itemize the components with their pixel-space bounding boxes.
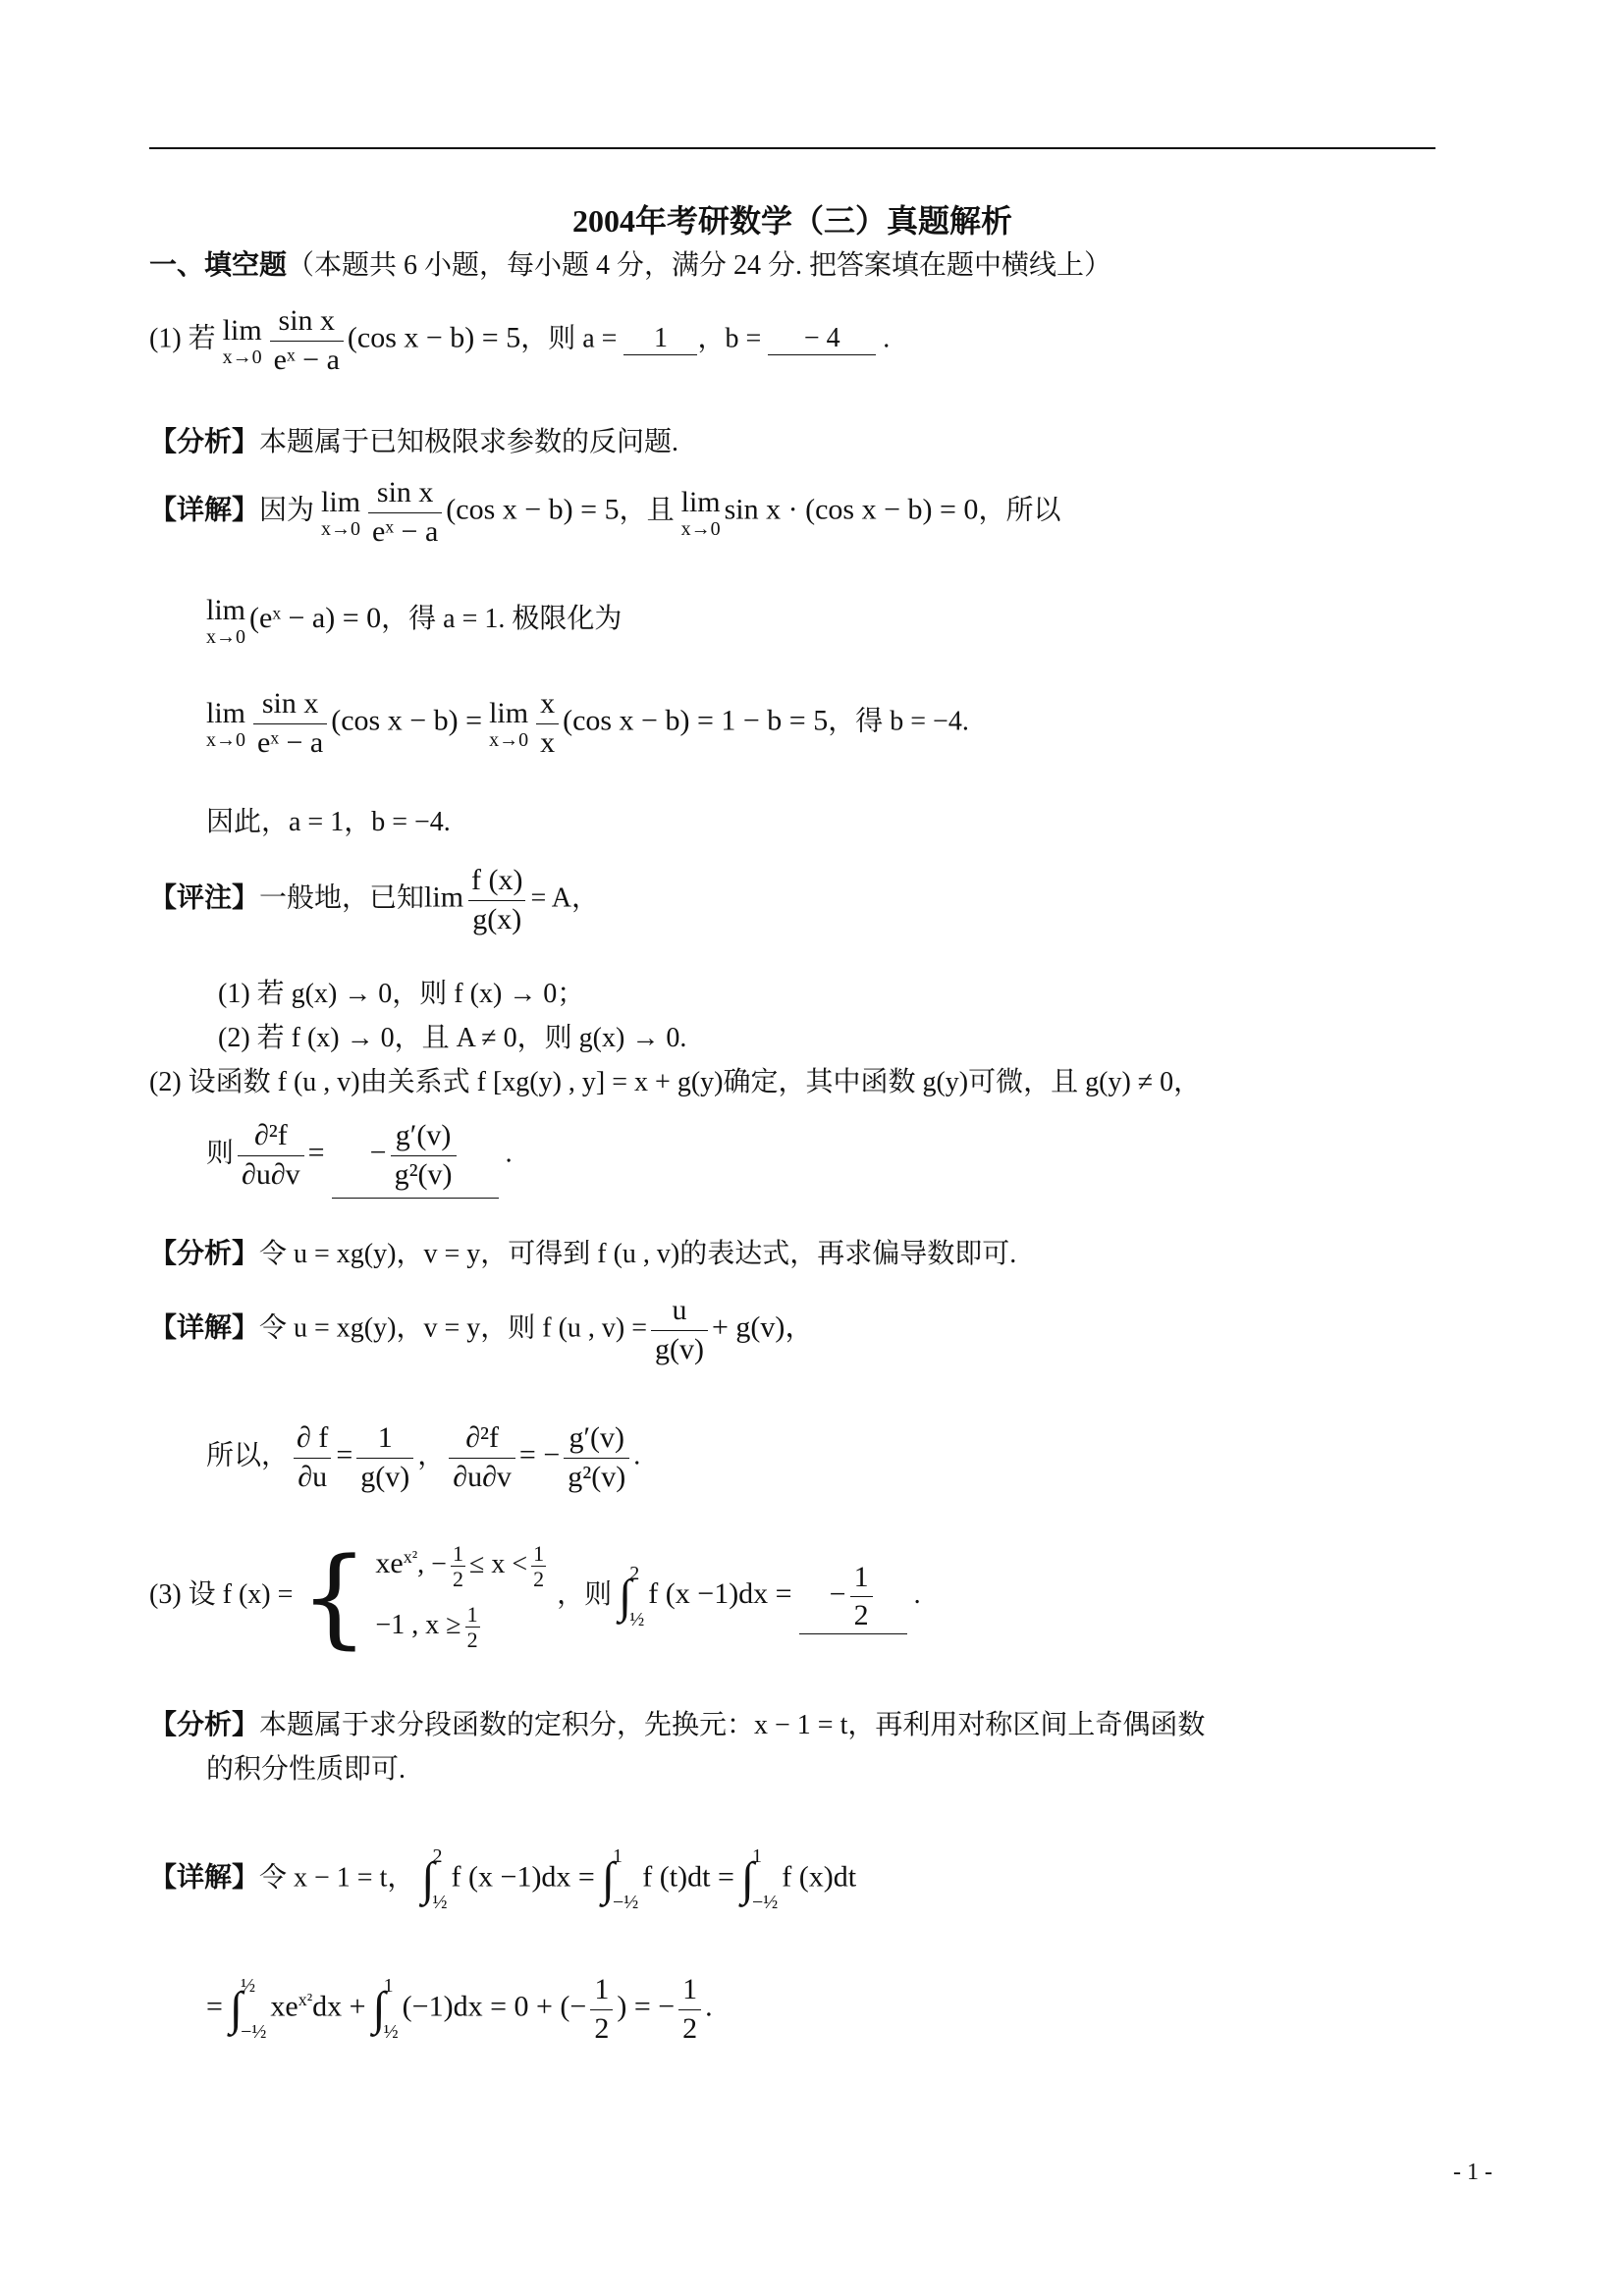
answer-blank-b: − 4 bbox=[768, 323, 876, 355]
fraction: $\frac{\text{sin x}}{\text{eˣ − a}}$ bbox=[270, 304, 344, 377]
question-2: (2) 设函数 f (u , v)由关系式 f [xg(y) , y] = x + g(y)确定，其中函数 g(y)可微，且 g(y) ≠ 0， bbox=[149, 1067, 1202, 1097]
q1-detail-line3: lim x→0 $\frac{\text{sin x}}{\text{eˣ − a}}$ (cos x − b) = lim x→0 $\frac{x}{x}$ (cos x − b) = 1 − b = 5，得 b = −4. bbox=[206, 687, 969, 759]
piecewise-brace: { bbox=[299, 1533, 369, 1660]
q1-note-item-2: (2) 若 f (x) → 0，且 A ≠ 0，则 g(x) → 0. bbox=[218, 1023, 687, 1053]
question-3: (3) 设 f (x) = { $xe^{x^2}$, − $\frac{1}{2}$ ≤ x < $\frac{1}{2}$ −1 , x ≥ $\frac{1}{2}$ ，则 ∫ 2 ½ f (x −1)dx = − $\frac{1}{2}$ . bbox=[149, 1533, 921, 1660]
answer-blank-q3: − $\frac{1}{2}$ bbox=[799, 1561, 907, 1634]
q3-detail-line2: = ∫ ½ −½ $xe^{x^2}dx$ + ∫ 1 ½ (−1)dx = 0 + (− $\frac{1}{2}$ ) = − $\frac{1}{2}$ . bbox=[206, 1973, 713, 2045]
limit-operator: lim x→0 bbox=[222, 313, 262, 368]
q1-note-item-1: (1) 若 g(x) → 0，则 f (x) → 0； bbox=[218, 979, 585, 1009]
q2-detail-line2: 所以， $\frac{\partial f}{\partial u}$ = $\frac{1}{g(v)}$ ， $\frac{\text{∂²f}}{\partial u\partial v}$ = − $\frac{g'(v)}{\text{g²(v)}}$ . bbox=[206, 1421, 641, 1493]
page-number: - 1 - bbox=[1453, 2160, 1492, 2185]
section-heading: 一、填空题（本题共 6 小题，每小题 4 分，满分 24 分. 把答案填在题中横线上） bbox=[149, 250, 1112, 281]
answer-blank-a: 1 bbox=[623, 323, 697, 355]
q3-detail-line1: 【详解】令 x − 1 = t， ∫ 2 ½ f (x −1)dx = ∫ 1 −½ f (t)dt = ∫ 1 −½ f (x)dt bbox=[149, 1845, 857, 1913]
q2-detail-line1: 【详解】令 u = xg(y)，v = y，则 f (u , v) = $\frac{u}{g(v)}$ + g(v)， bbox=[149, 1294, 815, 1365]
q1-detail-line2: lim x→0 (eˣ − a) = 0，得 a = 1. 极限化为 bbox=[206, 594, 623, 648]
q1-analysis: 【分析】本题属于已知极限求参数的反问题. bbox=[149, 427, 679, 457]
q3-analysis: 【分析】本题属于求分段函数的定积分，先换元：x − 1 = t，再利用对称区间上奇偶函数 bbox=[149, 1710, 1206, 1740]
integral: ∫ 2 ½ bbox=[619, 1562, 645, 1630]
piecewise-cases: $xe^{x^2}$, − $\frac{1}{2}$ ≤ x < $\frac{1}{2}$ −1 , x ≥ $\frac{1}{2}$ bbox=[375, 1541, 545, 1652]
q1-note: 【评注】一般地，已知lim $\frac{f (x)}{g(x)}$ = A， bbox=[149, 864, 599, 935]
q3-analysis-cont: 的积分性质即可. bbox=[206, 1754, 406, 1785]
q1-detail-line1: 【详解】因为 lim x→0 $\frac{\text{sin x}}{\text{eˣ − a}}$ (cos x − b) = 5，且 lim x→0 sin x · (cos x − b) = 0，所以 bbox=[149, 476, 1061, 548]
header-rule bbox=[149, 147, 1435, 149]
answer-blank-q2: − $\frac{g'(v)}{\text{g²(v)}}$ bbox=[332, 1119, 499, 1199]
question-2-formula: 则 $\frac{\text{∂²f}}{\partial u\partial v}$ = − $\frac{g'(v)}{\text{g²(v)}}$ . bbox=[206, 1119, 513, 1199]
q2-analysis: 【分析】令 u = xg(y)，v = y，可得到 f (u , v)的表达式，再求偏导数即可. bbox=[149, 1239, 1017, 1269]
question-1: (1) 若 lim x→0 $\frac{\text{sin x}}{\text{eˣ − a}}$ (cos x − b) = 5，则 a = 1 ，b = − 4 . bbox=[149, 304, 891, 376]
page-title: 2004年考研数学（三）真题解析 bbox=[571, 203, 1012, 239]
q1-detail-line4: 因此，a = 1，b = −4. bbox=[206, 807, 451, 837]
